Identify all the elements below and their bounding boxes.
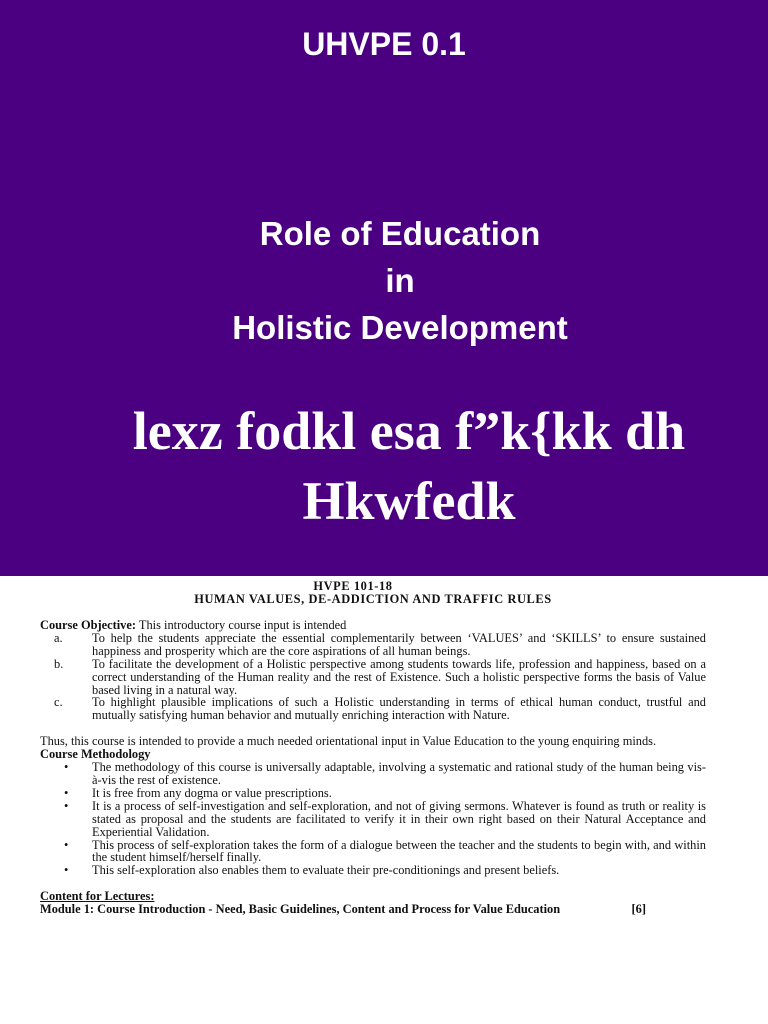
bullet-icon: •: [64, 760, 69, 775]
item-marker: a.: [54, 630, 63, 645]
item-marker: b.: [54, 656, 64, 671]
slide-title: [0, 210, 768, 351]
content-label: Content for Lectures:: [40, 889, 155, 904]
summary-paragraph: Thus, this course is intended to provide a much needed orientational input in Value Education to the young enquiring minds.: [40, 734, 657, 749]
item-text: It is free from any dogma or value prescriptions.: [92, 785, 332, 800]
bullet-icon: •: [64, 798, 69, 813]
objective-label: Course Objective:: [40, 618, 136, 632]
bullet-icon: •: [64, 837, 69, 852]
document-header: [40, 580, 706, 606]
bullet-icon: •: [64, 785, 69, 800]
objective-item: [40, 632, 706, 658]
module-label: Module 1: Course Introduction - Need, Basic Guidelines, Content and Process for Value Education: [40, 902, 561, 917]
objective-item: [40, 696, 706, 722]
course-title: HUMAN VALUES, DE-ADDICTION AND TRAFFIC RULES: [194, 592, 552, 606]
item-text: The methodology of this course is universally adaptable, involving a systematic and rational study of the human being vis-à-vis the rest of existence.: [92, 760, 706, 787]
syllabus-document: [40, 580, 706, 916]
item-text: To help the students appreciate the essential complementarily between ‘VALUES’ and ‘SKILLS’ to ensure sustained happiness and prosperity which are the core aspirations of all human beings.: [92, 630, 706, 658]
item-text: It is a process of self-investigation and self-exploration, and not of giving sermons. Whatever is found as truth or reality is stated as proposal and the students are facilitated to verify it in their own right based on their Natural Acceptance and Experiential Validation.: [92, 798, 706, 839]
course-code-heading: UHVPE 0.1: [302, 26, 466, 62]
item-text: To facilitate the development of a Holistic perspective among students towards life, profession and happiness, based on a correct understanding of the Human reality and the rest of Existence. Such a holistic perspective forms the basis of Value based living in a natural way.: [92, 656, 706, 697]
item-text: To highlight plausible implications of such a Holistic understanding in terms of ethical human conduct, trustful and mutually satisfying human behavior and mutually enriching interaction with Nature.: [92, 695, 706, 723]
methodology-item: [40, 839, 706, 865]
methodology-item: [40, 864, 706, 877]
hindi-title-line: Hkwfedk: [302, 471, 516, 531]
module-heading: [40, 903, 706, 916]
objective-intro-text: This introductory course input is intended: [136, 618, 347, 632]
methodology-item: [40, 761, 706, 787]
bullet-icon: •: [64, 863, 69, 878]
slide-title-line: Holistic Development: [232, 309, 568, 346]
slide-title-line: in: [385, 262, 415, 299]
hindi-title-line: lexz fodkl esa f”k{kk dh: [132, 401, 686, 461]
objective-item: [40, 658, 706, 697]
hindi-title: [0, 396, 768, 536]
methodology-label: Course Methodology: [40, 747, 151, 762]
course-code: HVPE 101-18: [313, 579, 393, 593]
module-hours: [6]: [631, 902, 646, 917]
item-marker: c.: [54, 695, 63, 710]
methodology-item: [40, 800, 706, 839]
item-text: This process of self-exploration takes the form of a dialogue between the teacher and the students to begin with, and within the student himself/herself finally.: [92, 837, 706, 865]
slide-title-line: Role of Education: [259, 215, 541, 252]
item-text: This self-exploration also enables them to evaluate their pre-conditionings and present beliefs.: [92, 863, 560, 878]
